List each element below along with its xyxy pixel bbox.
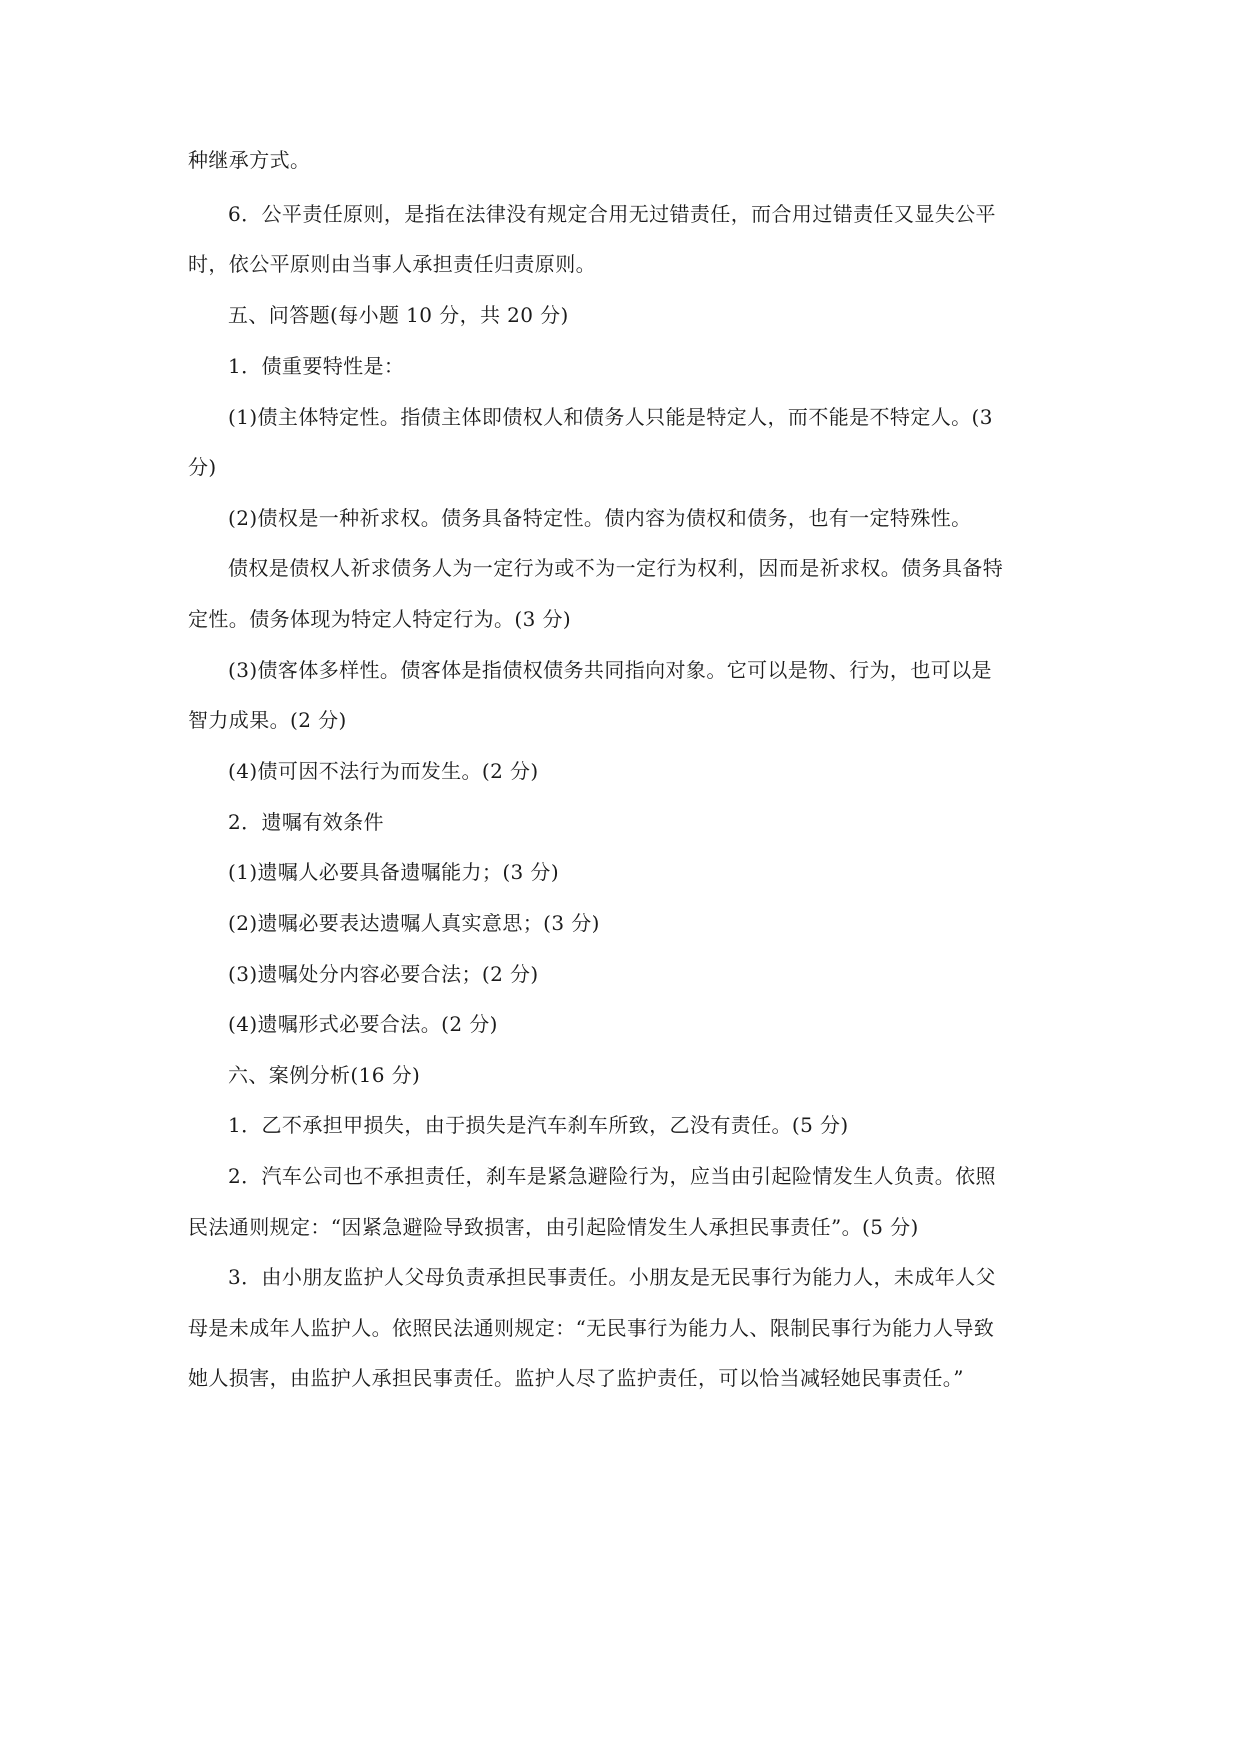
paragraph-line: 3．由小朋友监护人父母负责承担民事责任。小朋友是无民事行为能力人，未成年人父 <box>228 1265 996 1289</box>
section-heading: 六、案例分析(16 分) <box>228 1063 421 1087</box>
paragraph-line: 6．公平责任原则，是指在法律没有规定合用无过错责任，而合用过错责任又显失公平 <box>228 202 996 226</box>
paragraph-line: (3)债客体多样性。债客体是指债权债务共同指向对象。它可以是物、行为，也可以是 <box>228 658 992 682</box>
paragraph-line: 时，依公平原则由当事人承担责任归责原则。 <box>188 252 596 276</box>
paragraph-line: (2)遗嘱必要表达遗嘱人真实意思；(3 分) <box>228 911 600 935</box>
paragraph-line: 她人损害，由监护人承担民事责任。监护人尽了监护责任，可以恰当减轻她民事责任。” <box>188 1366 964 1390</box>
paragraph-line: (4)债可因不法行为而发生。(2 分) <box>228 759 539 783</box>
paragraph-line: 1．乙不承担甲损失，由于损失是汽车刹车所致，乙没有责任。(5 分) <box>228 1113 849 1137</box>
paragraph-line: (3)遗嘱处分内容必要合法；(2 分) <box>228 962 539 986</box>
paragraph-line: (2)债权是一种祈求权。债务具备特定性。债内容为债权和债务，也有一定特殊性。 <box>228 506 972 530</box>
question-heading: 2．遗嘱有效条件 <box>228 810 384 834</box>
paragraph-line: 2．汽车公司也不承担责任，刹车是紧急避险行为，应当由引起险情发生人负责。依照 <box>228 1164 996 1188</box>
paragraph-line: 种继承方式。 <box>188 148 311 172</box>
paragraph-line: (4)遗嘱形式必要合法。(2 分) <box>228 1012 498 1036</box>
paragraph-line: 分) <box>188 455 217 479</box>
paragraph-line: 定性。债务体现为特定人特定行为。(3 分) <box>188 607 572 631</box>
paragraph-line: 母是未成年人监护人。依照民法通则规定：“无民事行为能力人、限制民事行为能力人导致 <box>188 1316 995 1340</box>
paragraph-line: 智力成果。(2 分) <box>188 708 347 732</box>
paragraph-line: (1)遗嘱人必要具备遗嘱能力；(3 分) <box>228 860 560 884</box>
question-heading: 1．债重要特性是： <box>228 354 405 378</box>
paragraph-line: 民法通则规定：“因紧急避险导致损害，由引起险情发生人承担民事责任”。(5 分) <box>188 1215 919 1239</box>
section-heading: 五、问答题(每小题 10 分，共 20 分) <box>228 303 569 327</box>
paragraph-line: 债权是债权人祈求债务人为一定行为或不为一定行为权利，因而是祈求权。债务具备特 <box>228 556 1004 580</box>
paragraph-line: (1)债主体特定性。指债主体即债权人和债务人只能是特定人，而不能是不特定人。(3 <box>228 405 993 429</box>
